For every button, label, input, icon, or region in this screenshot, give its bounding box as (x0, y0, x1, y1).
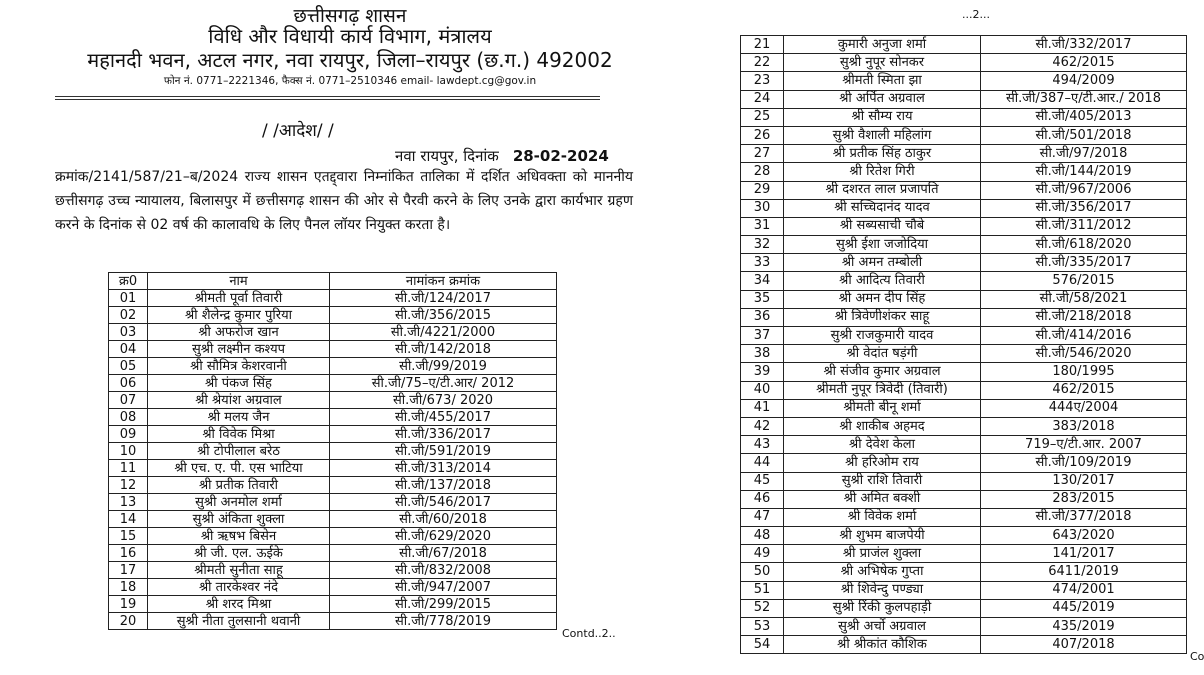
row-name: श्री प्रतीक सिंह ठाकुर (784, 145, 981, 163)
table-row (741, 145, 1187, 163)
row-serial: 09 (109, 426, 148, 443)
order-paragraph-text: क्रमांक/2141/587/21–ब/2024 राज्य शासन एतद्द्वारा निम्नांकित तालिका में दर्शित अधिवक्ता को माननीय छत्तीसगढ़ उच्च न्यायालय, बिलासपुर में छत्तीसगढ़ शासन की ओर से पैरवी करने के लिए उनके द्वारा कार्यभार ग्रहण करने के दिनांक से 02 वर्ष की कालावधि के लिए पैनल लॉयर नियुक्त करता है। (55, 169, 633, 233)
row-serial: 48 (741, 527, 784, 545)
header-rule (55, 99, 600, 100)
row-enrolment: सी.जी/99/2019 (330, 358, 557, 375)
row-name: सुश्री वैशाली महिलांग (784, 126, 981, 144)
row-enrolment: सी.जी/377/2018 (981, 508, 1187, 526)
table-row (741, 454, 1187, 472)
table-row (741, 545, 1187, 563)
contact-line: फोन नं. 0771–2221346, फैक्स नं. 0771–2510346 email- lawdept.cg@gov.in (163, 75, 537, 87)
row-name: सुश्री अनमोल शर्मा (148, 494, 330, 511)
row-serial: 20 (109, 613, 148, 630)
row-enrolment: 462/2015 (981, 381, 1187, 399)
row-name: श्री अमन तम्बोली (784, 254, 981, 272)
row-name: श्री टोपीलाल बरेठ (148, 443, 330, 460)
row-name: श्रीमती पूर्वा तिवारी (148, 290, 330, 307)
table-row (741, 90, 1187, 108)
row-serial: 05 (109, 358, 148, 375)
table-row (109, 375, 557, 392)
row-enrolment: सी.जी/109/2019 (981, 454, 1187, 472)
table-row (109, 290, 557, 307)
row-serial: 07 (109, 392, 148, 409)
row-name: श्री जी. एल. ऊईके (148, 545, 330, 562)
row-serial: 52 (741, 599, 784, 617)
table-row (109, 613, 557, 630)
table-row (741, 381, 1187, 399)
table-row (741, 472, 1187, 490)
row-enrolment: 444ए/2004 (981, 399, 1187, 417)
row-name: सुश्री अंकिता शुक्ला (148, 511, 330, 528)
row-serial: 33 (741, 254, 784, 272)
continued-note: Contd..2.. (562, 627, 616, 640)
row-serial: 15 (109, 528, 148, 545)
table-row (741, 618, 1187, 636)
table-row (741, 254, 1187, 272)
row-serial: 41 (741, 399, 784, 417)
row-enrolment: सी.जी/67/2018 (330, 545, 557, 562)
row-enrolment: 283/2015 (981, 490, 1187, 508)
row-enrolment: सी.जी/778/2019 (330, 613, 557, 630)
row-name: श्री शाकीब अहमद (784, 417, 981, 435)
order-paragraph (55, 165, 633, 237)
order-place-date (395, 146, 609, 166)
row-serial: 06 (109, 375, 148, 392)
row-name: श्रीमती स्मिता झा (784, 72, 981, 90)
row-name: श्री शरद मिश्रा (148, 596, 330, 613)
row-name: सुश्री अर्चो अग्रवाल (784, 618, 981, 636)
table-row (109, 562, 557, 579)
row-name: सुश्री ईशा जजोदिया (784, 236, 981, 254)
department-name: विधि और विधायी कार्य विभाग, मंत्रालय (208, 24, 492, 48)
table-row (109, 392, 557, 409)
table-row (741, 163, 1187, 181)
row-enrolment: सी.जी/832/2008 (330, 562, 557, 579)
row-serial: 39 (741, 363, 784, 381)
row-name: श्री सब्यसाची चौबे (784, 217, 981, 235)
row-enrolment: सी.जी/591/2019 (330, 443, 557, 460)
row-enrolment: सी.जी/311/2012 (981, 217, 1187, 235)
place-date-label: नवा रायपुर, दिनांक (395, 147, 499, 165)
row-serial: 35 (741, 290, 784, 308)
row-name: श्री हरिओम राय (784, 454, 981, 472)
table-row (741, 581, 1187, 599)
table-row (741, 217, 1187, 235)
row-serial: 46 (741, 490, 784, 508)
row-enrolment: सी.जी/58/2021 (981, 290, 1187, 308)
row-serial: 19 (109, 596, 148, 613)
row-enrolment: सी.जी/546/2017 (330, 494, 557, 511)
row-name: श्रीमती बीनू शर्मा (784, 399, 981, 417)
page-number: ...2... (962, 8, 990, 21)
row-name: श्री सौमित्र केशरवानी (148, 358, 330, 375)
lawyer-table-1 (108, 272, 557, 630)
table-row (109, 545, 557, 562)
table-row (741, 181, 1187, 199)
row-serial: 04 (109, 341, 148, 358)
row-serial: 29 (741, 181, 784, 199)
table-row (741, 272, 1187, 290)
row-name: श्री तारकेश्वर नंदे (148, 579, 330, 596)
table-row (741, 436, 1187, 454)
row-enrolment: 445/2019 (981, 599, 1187, 617)
row-serial: 16 (109, 545, 148, 562)
row-enrolment: सी.जी/313/2014 (330, 460, 557, 477)
table-row (741, 36, 1187, 54)
table-row (741, 345, 1187, 363)
row-name: श्री अर्पित अग्रवाल (784, 90, 981, 108)
row-serial: 12 (109, 477, 148, 494)
row-enrolment: सी.जी/4221/2000 (330, 324, 557, 341)
govt-name: छत्तीसगढ़ शासन (293, 5, 407, 27)
row-name: श्री विवेक मिश्रा (148, 426, 330, 443)
row-serial: 14 (109, 511, 148, 528)
row-serial: 50 (741, 563, 784, 581)
row-serial: 36 (741, 308, 784, 326)
row-name: श्री प्राजंल शुक्ला (784, 545, 981, 563)
row-name: श्री संजीव कुमार अग्रवाल (784, 363, 981, 381)
row-serial: 13 (109, 494, 148, 511)
row-serial: 11 (109, 460, 148, 477)
row-serial: 51 (741, 581, 784, 599)
row-serial: 54 (741, 636, 784, 654)
table-row (741, 399, 1187, 417)
row-serial: 44 (741, 454, 784, 472)
row-enrolment: सी.जी/967/2006 (981, 181, 1187, 199)
row-enrolment: 576/2015 (981, 272, 1187, 290)
row-serial: 27 (741, 145, 784, 163)
row-enrolment: सी.जी/618/2020 (981, 236, 1187, 254)
row-serial: 25 (741, 108, 784, 126)
row-serial: 34 (741, 272, 784, 290)
row-name: श्री शिवेन्दु पण्ड्या (784, 581, 981, 599)
table-row (741, 199, 1187, 217)
row-name: श्री मलय जैन (148, 409, 330, 426)
table-row (109, 443, 557, 460)
table-row (109, 477, 557, 494)
row-enrolment: सी.जी/60/2018 (330, 511, 557, 528)
row-serial: 22 (741, 54, 784, 72)
table-row (741, 308, 1187, 326)
row-name: श्री सच्चिदानंद यादव (784, 199, 981, 217)
row-serial: 38 (741, 345, 784, 363)
row-enrolment: सी.जी/356/2015 (330, 307, 557, 324)
row-enrolment: सी.जी/629/2020 (330, 528, 557, 545)
row-name: श्री सौम्य राय (784, 108, 981, 126)
col-header-name: नाम (148, 273, 330, 290)
row-enrolment: सी.जी/336/2017 (330, 426, 557, 443)
table-row (109, 324, 557, 341)
row-serial: 43 (741, 436, 784, 454)
row-name: श्री रितेश गिरी (784, 163, 981, 181)
row-enrolment: 474/2001 (981, 581, 1187, 599)
row-serial: 28 (741, 163, 784, 181)
row-enrolment: 141/2017 (981, 545, 1187, 563)
table-row (109, 528, 557, 545)
row-name: श्री अमन दीप सिंह (784, 290, 981, 308)
row-name: श्री अमित बक्शी (784, 490, 981, 508)
row-name: श्री दशरत लाल प्रजापति (784, 181, 981, 199)
row-enrolment: 494/2009 (981, 72, 1187, 90)
row-serial: 45 (741, 472, 784, 490)
table-row (109, 596, 557, 613)
row-enrolment: सी.जी/142/2018 (330, 341, 557, 358)
row-serial: 01 (109, 290, 148, 307)
row-enrolment: सी.जी/124/2017 (330, 290, 557, 307)
row-enrolment: सी.जी/75–ए/टी.आर/ 2012 (330, 375, 557, 392)
order-page-2 (700, 0, 1204, 675)
row-serial: 10 (109, 443, 148, 460)
row-serial: 08 (109, 409, 148, 426)
table-row (109, 426, 557, 443)
row-enrolment: 719–ए/टी.आर. 2007 (981, 436, 1187, 454)
row-enrolment: सी.जी/947/2007 (330, 579, 557, 596)
row-name: श्रीमती नुपूर त्रिवेदी (तिवारी) (784, 381, 981, 399)
row-name: श्री वेदांत षड़ंगी (784, 345, 981, 363)
row-enrolment: 180/1995 (981, 363, 1187, 381)
row-enrolment: सी.जी/455/2017 (330, 409, 557, 426)
row-name: श्रीमती सुनीता साहू (148, 562, 330, 579)
table-row (109, 460, 557, 477)
row-serial: 03 (109, 324, 148, 341)
table-row (109, 494, 557, 511)
row-name: श्री शुभम बाजपेयी (784, 527, 981, 545)
row-enrolment: सी.जी/299/2015 (330, 596, 557, 613)
table-row (741, 72, 1187, 90)
row-enrolment: 6411/2019 (981, 563, 1187, 581)
row-enrolment: 435/2019 (981, 618, 1187, 636)
order-date: 28-02-2024 (512, 147, 609, 165)
row-enrolment: सी.जी/405/2013 (981, 108, 1187, 126)
col-header-serial: क्र0 (109, 273, 148, 290)
row-name: श्री आदित्य तिवारी (784, 272, 981, 290)
row-name: श्री विवेक शर्मा (784, 508, 981, 526)
table-row (741, 290, 1187, 308)
table-row (741, 108, 1187, 126)
row-serial: 47 (741, 508, 784, 526)
row-serial: 21 (741, 36, 784, 54)
row-serial: 18 (109, 579, 148, 596)
table-header-row (109, 273, 557, 290)
row-serial: 37 (741, 327, 784, 345)
row-enrolment: 462/2015 (981, 54, 1187, 72)
table-row (741, 636, 1187, 654)
row-name: श्री अभिषेक गुप्ता (784, 563, 981, 581)
row-enrolment: सी.जी/356/2017 (981, 199, 1187, 217)
table-row (109, 511, 557, 528)
row-enrolment: सी.जी/673/ 2020 (330, 392, 557, 409)
row-name: श्री ऋषभ बिसेन (148, 528, 330, 545)
row-enrolment: 407/2018 (981, 636, 1187, 654)
row-enrolment: सी.जी/546/2020 (981, 345, 1187, 363)
row-name: श्री शैलेन्द्र कुमार पुरिया (148, 307, 330, 324)
table-row (109, 358, 557, 375)
row-serial: 02 (109, 307, 148, 324)
row-serial: 42 (741, 417, 784, 435)
row-name: श्री त्रिवेणीशंकर साहू (784, 308, 981, 326)
row-name: श्री देवेश केला (784, 436, 981, 454)
lawyer-table-2 (740, 35, 1187, 654)
table-row (741, 54, 1187, 72)
row-name: सुश्री नुपूर सोनकर (784, 54, 981, 72)
row-serial: 31 (741, 217, 784, 235)
row-serial: 53 (741, 618, 784, 636)
row-name: सुश्री राजकुमारी यादव (784, 327, 981, 345)
cut-off-text: Co (1190, 650, 1204, 663)
row-serial: 17 (109, 562, 148, 579)
row-name: कुमारी अनुजा शर्मा (784, 36, 981, 54)
row-enrolment: सी.जी/387–ए/टी.आर./ 2018 (981, 90, 1187, 108)
row-serial: 49 (741, 545, 784, 563)
row-enrolment: सी.जी/144/2019 (981, 163, 1187, 181)
row-enrolment: 643/2020 (981, 527, 1187, 545)
row-name: श्री एच. ए. पी. एस भाटिया (148, 460, 330, 477)
row-serial: 40 (741, 381, 784, 399)
row-enrolment: सी.जी/97/2018 (981, 145, 1187, 163)
row-name: श्री प्रतीक तिवारी (148, 477, 330, 494)
header-rule (55, 96, 600, 97)
row-enrolment: सी.जी/414/2016 (981, 327, 1187, 345)
table-row (741, 327, 1187, 345)
row-enrolment: सी.जी/332/2017 (981, 36, 1187, 54)
row-name: सुश्री नीता तुलसानी थवानी (148, 613, 330, 630)
table-row (741, 508, 1187, 526)
row-name: श्री श्रेयांश अग्रवाल (148, 392, 330, 409)
table-row (741, 599, 1187, 617)
table-row (741, 527, 1187, 545)
row-name: सुश्री लक्ष्मीन कश्यप (148, 341, 330, 358)
row-serial: 26 (741, 126, 784, 144)
row-name: सुश्री रिंकी कुलपहाड़ी (784, 599, 981, 617)
row-enrolment: सी.जी/501/2018 (981, 126, 1187, 144)
row-serial: 23 (741, 72, 784, 90)
table-row (741, 417, 1187, 435)
row-serial: 30 (741, 199, 784, 217)
table-row (109, 409, 557, 426)
row-serial: 24 (741, 90, 784, 108)
department-address: महानदी भवन, अटल नगर, नवा रायपुर, जिला–रायपुर (छ.ग.) 492002 (87, 48, 613, 72)
row-enrolment: सी.जी/218/2018 (981, 308, 1187, 326)
table-row (109, 579, 557, 596)
table-row (741, 490, 1187, 508)
col-header-enrolment: नामांकन क्रमांक (330, 273, 557, 290)
table-row (741, 126, 1187, 144)
row-name: श्री अफरोज खान (148, 324, 330, 341)
table-row (109, 341, 557, 358)
order-title: / /आदेश/ / (262, 121, 334, 141)
table-row (109, 307, 557, 324)
row-enrolment: सी.जी/137/2018 (330, 477, 557, 494)
table-row (741, 236, 1187, 254)
row-name: श्री पंकज सिंह (148, 375, 330, 392)
row-name: श्री श्रीकांत कौशिक (784, 636, 981, 654)
table-row (741, 363, 1187, 381)
row-serial: 32 (741, 236, 784, 254)
row-enrolment: 130/2017 (981, 472, 1187, 490)
table-row (741, 563, 1187, 581)
row-enrolment: 383/2018 (981, 417, 1187, 435)
row-enrolment: सी.जी/335/2017 (981, 254, 1187, 272)
row-name: सुश्री राशि तिवारी (784, 472, 981, 490)
